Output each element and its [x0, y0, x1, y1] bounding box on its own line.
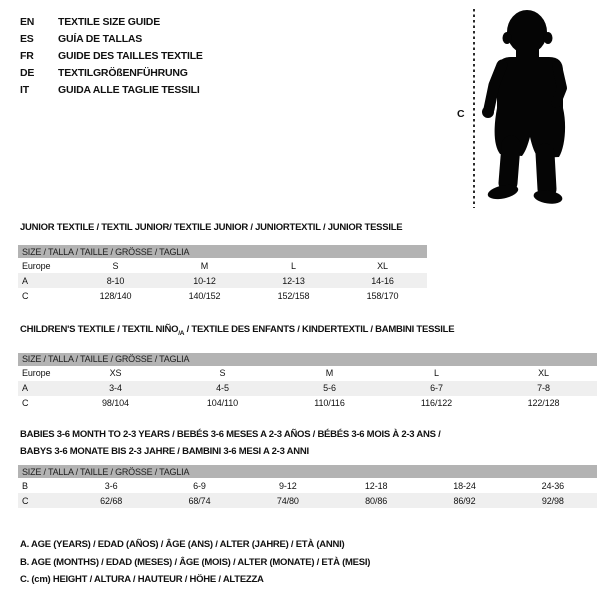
column-header: S: [112, 260, 119, 271]
cell-value: 152/158: [277, 290, 310, 301]
size-header-label: SIZE / TALLA / TAILLE / GRÖSSE / TAGLIA: [22, 354, 190, 365]
legend-note-b: B. AGE (MONTHS) / EDAD (MESES) / ÂGE (MOIS) / ALTER (MONATE) / ETÀ (MESI): [20, 556, 371, 568]
height-measure-label: C: [457, 108, 465, 120]
legend-note-a: A. AGE (YEARS) / EDAD (AÑOS) / ÂGE (ANS) / ALTER (JAHRE) / ETÀ (ANNI): [20, 539, 345, 550]
guide-title: TEXTILE SIZE GUIDE: [58, 15, 160, 28]
guide-title: GUIDA ALLE TAGLIE TESSILI: [58, 83, 200, 96]
size-header-bar: [18, 245, 427, 258]
cell-value: 122/128: [527, 398, 560, 409]
cell-value: 80/86: [365, 495, 388, 506]
row-label: C: [22, 398, 29, 409]
column-header: L: [291, 260, 296, 271]
cell-value: 4-5: [216, 383, 229, 394]
column-header: S: [219, 368, 226, 379]
size-header-label: SIZE / TALLA / TAILLE / GRÖSSE / TAGLIA: [22, 246, 190, 257]
cell-value: 10-12: [193, 275, 216, 286]
junior-size-table: [18, 219, 427, 303]
language-row: [20, 81, 203, 98]
cell-value: 5-6: [323, 383, 336, 394]
column-header-row: [18, 366, 597, 381]
cell-value: 68/74: [188, 495, 211, 506]
column-header: XS: [109, 368, 122, 379]
cell-value: 74/80: [276, 495, 299, 506]
cell-value: 6-7: [430, 383, 443, 394]
table-row: [18, 493, 597, 508]
legend-notes: [20, 536, 370, 589]
language-row: [20, 64, 203, 81]
row-label: C: [22, 495, 29, 506]
language-code: IT: [20, 83, 29, 96]
cell-value: 140/152: [188, 290, 221, 301]
babies-table-title-line2: BABYS 3-6 MONATE BIS 2-3 JAHRE / BAMBINI 3-6 MESI A 2-3 ANNI: [20, 446, 309, 457]
children-size-table: [18, 321, 597, 411]
table-row: [18, 478, 597, 493]
babies-size-table: [18, 426, 597, 508]
region-label: Europe: [22, 260, 51, 271]
guide-title: TEXTILGRÖßENFÜHRUNG: [58, 66, 188, 79]
guide-title: GUÍA DE TALLAS: [58, 32, 143, 45]
row-label: B: [22, 480, 28, 491]
language-code: ES: [20, 32, 34, 45]
guide-title: GUIDE DES TAILLES TEXTILE: [58, 49, 203, 62]
cell-value: 104/110: [206, 398, 239, 409]
size-header-bar: [18, 353, 597, 366]
cell-value: 6-9: [193, 480, 206, 491]
size-header-label: SIZE / TALLA / TAILLE / GRÖSSE / TAGLIA: [22, 466, 190, 477]
table-row: [18, 381, 597, 396]
language-code: DE: [20, 66, 35, 79]
language-row: [20, 13, 203, 30]
row-label: A: [22, 383, 28, 394]
column-header: M: [200, 260, 209, 271]
cell-value: 116/122: [420, 398, 453, 409]
cell-value: 92/98: [541, 495, 564, 506]
row-label: A: [22, 275, 28, 286]
cell-value: 12-18: [364, 480, 388, 491]
cell-value: 7-8: [537, 383, 550, 394]
cell-value: 3-6: [104, 480, 118, 491]
cell-value: 9-12: [279, 480, 297, 491]
language-row: [20, 47, 203, 64]
table-row: [18, 288, 427, 303]
size-header-bar: [18, 465, 597, 478]
language-row: [20, 30, 203, 47]
cell-value: 3-4: [109, 383, 122, 394]
table-row: [18, 396, 597, 411]
cell-value: 128/140: [99, 290, 132, 301]
title-text: CHILDREN'S TEXTILE / TEXTIL NIÑO: [20, 324, 179, 335]
cell-value: 62/68: [100, 495, 123, 506]
legend-note-c: C. (cm) HEIGHT / ALTURA / HAUTEUR / HÖHE / ALTEZZA: [20, 574, 264, 585]
cell-value: 110/116: [314, 398, 345, 409]
title-subscript: /A: [178, 329, 185, 337]
region-label: Europe: [22, 368, 51, 379]
language-code: FR: [20, 49, 34, 62]
column-header: M: [325, 368, 334, 379]
children-table-title: [20, 321, 597, 342]
cell-value: 24-36: [541, 480, 565, 491]
table-row: [18, 273, 427, 288]
column-header: XL: [377, 260, 388, 271]
column-header: XL: [538, 368, 549, 379]
language-code: EN: [20, 15, 35, 28]
junior-table-title: JUNIOR TEXTILE / TEXTIL JUNIOR/ TEXTILE JUNIOR / JUNIORTEXTIL / JUNIOR TESSILE: [20, 222, 403, 233]
baby-figure: [455, 5, 580, 213]
cell-value: 98/104: [102, 398, 129, 409]
cell-value: 158/170: [366, 290, 399, 301]
cell-value: 8-10: [106, 275, 125, 286]
column-header: L: [434, 368, 439, 379]
language-title-list: [20, 13, 203, 98]
height-dotted-line: [473, 9, 475, 208]
title-text: / TEXTILE DES ENFANTS / KINDERTEXTIL / BAMBINI TESSILE: [184, 324, 455, 335]
cell-value: 86/92: [453, 495, 476, 506]
babies-table-title-line1: BABIES 3-6 MONTH TO 2-3 YEARS / BEBÉS 3-6 MESES A 2-3 AÑOS / BÉBÉS 3-6 MOIS À 2-3 ANS /: [20, 429, 441, 440]
cell-value: 12-13: [282, 275, 305, 286]
cell-value: 18-24: [453, 480, 476, 491]
cell-value: 14-16: [371, 275, 394, 286]
row-label: C: [22, 290, 29, 301]
column-header-row: [18, 258, 427, 273]
